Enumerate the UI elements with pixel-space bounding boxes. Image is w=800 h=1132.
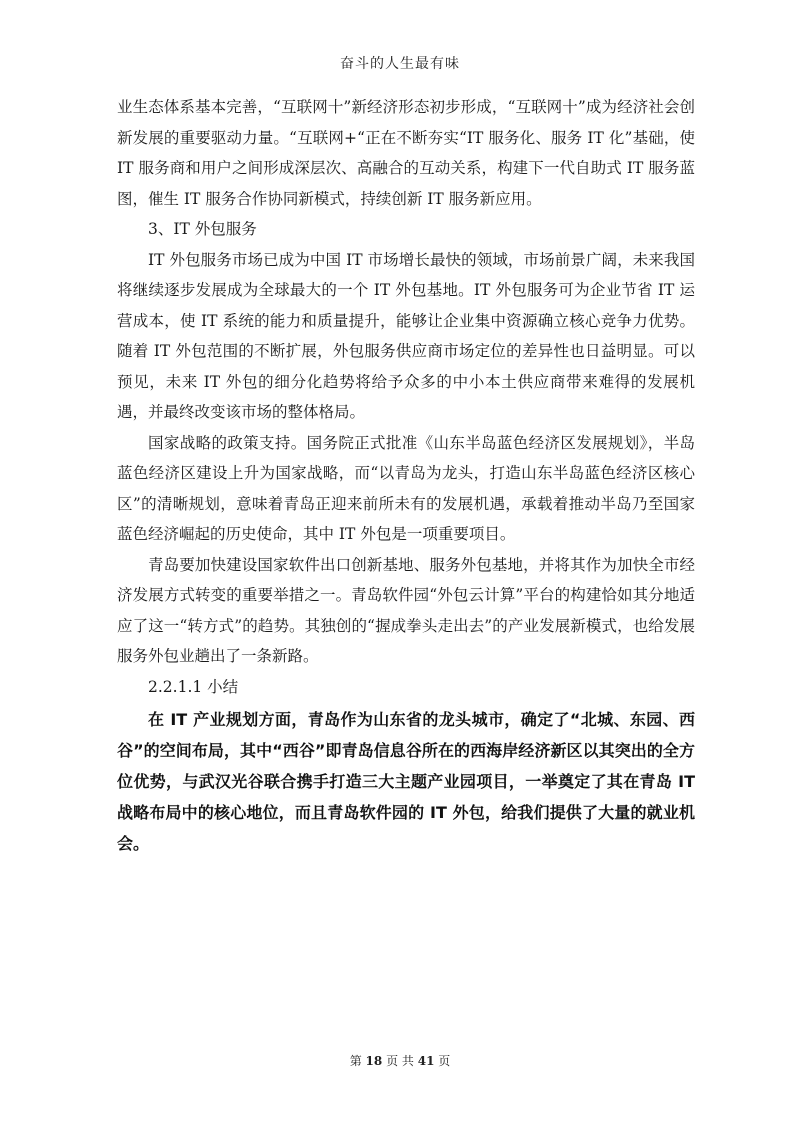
page-header-title: 奋斗的人生最有味 bbox=[340, 56, 460, 72]
section-heading-it-outsourcing: 3、IT 外包服务 bbox=[148, 220, 257, 238]
footer-middle: 页 共 bbox=[386, 1054, 414, 1068]
paragraph-summary: 在 IT 产业规划方面，青岛作为山东省的龙头城市，确定了“北城、东园、西谷”的空间布局，其中“西谷”即青岛信息谷所在的西海岸经济新区以其突出的全方位优势，与武汉光谷联合携手打造三大主题产业园项目，一举奠定了其在青岛 IT 战略布局中的核心地位，而且青岛软件园的 IT 外包，给我们提供了大量的就业机会。 bbox=[117, 710, 695, 853]
footer-page-number: 18 bbox=[365, 1054, 383, 1068]
paragraph-qingdao-software: 青岛要加快建设国家软件出口创新基地、服务外包基地，并将其作为加快全市经济发展方式转变的重要举措之一。青岛软件园“外包云计算”平台的构建恰如其分地适应了这一“转方式”的趋势。其独创的“握成拳头走出去”的产业发展新模式，也给发展服务外包业趟出了一条新路。 bbox=[117, 555, 695, 665]
footer-prefix: 第 bbox=[349, 1054, 362, 1068]
paragraph-outsourcing-market: IT 外包服务市场已成为中国 IT 市场增长最快的领域，市场前景广阔，未来我国将继续逐步发展成为全球最大的一个 IT 外包基地。IT 外包服务可为企业节省 IT 运营成本，使 IT 系统的能力和质量提升，能够让企业集中资源确立核心竞争力优势。随着 IT 外包范围的不断扩展，外包服务供应商市场定位的差异性也日益明显。可以预见，未来 IT 外包的细分化趋势将给予众多的中小本土供应商带来难得的发展机遇，并最终改变该市场的整体格局。 bbox=[117, 250, 695, 421]
page-footer bbox=[0, 1052, 800, 1069]
document-body bbox=[117, 92, 695, 859]
subsection-heading-summary: 2.2.1.1 小结 bbox=[148, 677, 239, 696]
paragraph-national-strategy: 国家战略的政策支持。国务院正式批准《山东半岛蓝色经济区发展规划》，半岛蓝色经济区建设上升为国家战略，而“以青岛为龙头，打造山东半岛蓝色经济区核心区”的清晰规划，意味着青岛正迎来前所未有的发展机遇，承载着推动半岛乃至国家蓝色经济崛起的历史使命，其中 IT 外包是一项重要项目。 bbox=[117, 433, 695, 543]
paragraph-ecosystem: 业生态体系基本完善，“互联网十”新经济形态初步形成，“互联网十”成为经济社会创新发展的重要驱动力量。“互联网+“正在不断夯实“IT 服务化、服务 IT 化”基础，使 IT 服务商和用户之间形成深层次、高融合的互动关系，构建下一代自助式 IT 服务蓝图，催生 IT 服务合作协同新模式，持续创新 IT 服务新应用。 bbox=[117, 98, 695, 208]
footer-total-pages: 41 bbox=[417, 1054, 435, 1068]
footer-suffix: 页 bbox=[438, 1054, 451, 1068]
